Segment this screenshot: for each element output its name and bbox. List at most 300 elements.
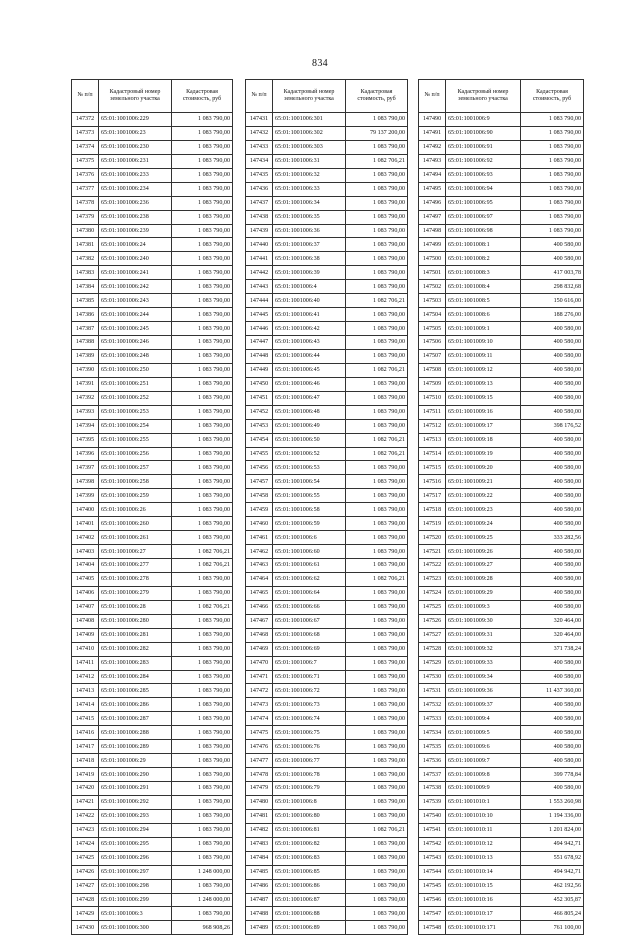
cadastral-cost: 1 083 790,00 xyxy=(172,531,233,545)
table-row xyxy=(72,433,233,447)
row-number: 147420 xyxy=(72,782,99,796)
row-number: 147508 xyxy=(419,363,446,377)
table-row xyxy=(72,545,233,559)
row-number: 147446 xyxy=(246,322,273,336)
cadastral-number: 65:01:1001006:257 xyxy=(99,461,172,475)
cadastral-cost: 1 083 790,00 xyxy=(172,266,233,280)
cadastral-number: 65:01:1001006:260 xyxy=(99,517,172,531)
row-number: 147396 xyxy=(72,447,99,461)
table-row xyxy=(72,907,233,921)
table-row xyxy=(246,336,408,350)
cadastral-cost: 1 083 790,00 xyxy=(521,210,584,224)
cadastral-number: 65:01:1001010:10 xyxy=(446,809,521,823)
cadastral-cost: 1 083 790,00 xyxy=(521,196,584,210)
cadastral-cost: 400 580,00 xyxy=(521,461,584,475)
cadastral-cost: 1 082 706,21 xyxy=(172,600,233,614)
table-row xyxy=(72,461,233,475)
cadastral-number: 65:01:1001009:28 xyxy=(446,572,521,586)
cadastral-number: 65:01:1001006:234 xyxy=(99,182,172,196)
cadastral-number: 65:01:1001006:286 xyxy=(99,698,172,712)
cadastral-cost: 1 083 790,00 xyxy=(172,154,233,168)
row-number: 147390 xyxy=(72,363,99,377)
cadastral-cost: 400 580,00 xyxy=(521,349,584,363)
cadastral-cost: 1 083 790,00 xyxy=(346,182,408,196)
table-row xyxy=(72,349,233,363)
cadastral-cost: 400 580,00 xyxy=(521,475,584,489)
table-header-row xyxy=(72,80,233,113)
cadastral-cost: 1 083 790,00 xyxy=(346,280,408,294)
table-row xyxy=(246,405,408,419)
row-number: 147393 xyxy=(72,405,99,419)
cadastral-cost: 399 778,84 xyxy=(521,768,584,782)
cadastral-number: 65:01:1001006:290 xyxy=(99,768,172,782)
table-row xyxy=(419,879,584,893)
table-row xyxy=(419,517,584,531)
row-number: 147476 xyxy=(246,740,273,754)
cadastral-cost: 371 738,24 xyxy=(521,642,584,656)
table-row xyxy=(419,489,584,503)
row-number: 147440 xyxy=(246,238,273,252)
row-number: 147435 xyxy=(246,168,273,182)
row-number: 147539 xyxy=(419,795,446,809)
cadastral-cost: 1 083 790,00 xyxy=(346,531,408,545)
table-row xyxy=(72,489,233,503)
row-number: 147432 xyxy=(246,126,273,140)
cadastral-cost: 400 580,00 xyxy=(521,377,584,391)
row-number: 147499 xyxy=(419,238,446,252)
table-row xyxy=(72,795,233,809)
table-row xyxy=(419,865,584,879)
cadastral-cost: 1 083 790,00 xyxy=(346,642,408,656)
row-number: 147408 xyxy=(72,614,99,628)
table-row xyxy=(72,586,233,600)
cadastral-cost: 1 083 790,00 xyxy=(172,252,233,266)
cadastral-cost: 400 580,00 xyxy=(521,670,584,684)
cadastral-cost: 1 083 790,00 xyxy=(346,405,408,419)
cadastral-cost: 400 580,00 xyxy=(521,572,584,586)
table-row xyxy=(419,754,584,768)
row-number: 147545 xyxy=(419,879,446,893)
cadastral-number: 65:01:1001006:91 xyxy=(446,140,521,154)
cadastral-number: 65:01:1001006:288 xyxy=(99,726,172,740)
table-row xyxy=(72,628,233,642)
table-row xyxy=(419,656,584,670)
cadastral-number: 65:01:1001006:41 xyxy=(273,308,346,322)
row-number: 147516 xyxy=(419,475,446,489)
table-row xyxy=(72,210,233,224)
cadastral-cost: 1 083 790,00 xyxy=(172,712,233,726)
table-row xyxy=(419,823,584,837)
cadastral-cost: 1 083 790,00 xyxy=(172,586,233,600)
cadastral-number: 65:01:1001009:27 xyxy=(446,559,521,573)
cadastral-number: 65:01:1001006:251 xyxy=(99,377,172,391)
cadastral-number: 65:01:1001009:25 xyxy=(446,531,521,545)
cadastral-cost: 1 083 790,00 xyxy=(172,628,233,642)
cadastral-table-1 xyxy=(71,79,233,935)
table-row xyxy=(72,113,233,127)
cadastral-number: 65:01:1001006:62 xyxy=(273,572,346,586)
cadastral-cost: 1 083 790,00 xyxy=(172,377,233,391)
row-number: 147382 xyxy=(72,252,99,266)
cadastral-number: 65:01:1001006:74 xyxy=(273,712,346,726)
row-number: 147498 xyxy=(419,224,446,238)
cadastral-cost: 11 437 360,00 xyxy=(521,684,584,698)
row-number: 147417 xyxy=(72,740,99,754)
cadastral-cost: 1 083 790,00 xyxy=(172,684,233,698)
row-number: 147441 xyxy=(246,252,273,266)
cadastral-number: 65:01:1001006:302 xyxy=(273,126,346,140)
table-row xyxy=(246,572,408,586)
row-number: 147461 xyxy=(246,531,273,545)
row-number: 147465 xyxy=(246,586,273,600)
cadastral-number: 65:01:1001006:23 xyxy=(99,126,172,140)
row-number: 147491 xyxy=(419,126,446,140)
cadastral-cost: 1 083 790,00 xyxy=(172,126,233,140)
cadastral-cost: 1 553 260,98 xyxy=(521,795,584,809)
cadastral-cost: 333 282,56 xyxy=(521,531,584,545)
cadastral-number: 65:01:1001006:9 xyxy=(446,113,521,127)
cadastral-number: 65:01:1001006:92 xyxy=(446,154,521,168)
table-row xyxy=(72,614,233,628)
row-number: 147414 xyxy=(72,698,99,712)
cadastral-cost: 400 580,00 xyxy=(521,754,584,768)
cadastral-cost: 400 580,00 xyxy=(521,517,584,531)
row-number: 147418 xyxy=(72,754,99,768)
cadastral-number: 65:01:1001006:284 xyxy=(99,670,172,684)
cadastral-number: 65:01:1001009:30 xyxy=(446,614,521,628)
cadastral-cost: 320 464,00 xyxy=(521,628,584,642)
cadastral-number: 65:01:1001009:4 xyxy=(446,712,521,726)
cadastral-number: 65:01:1001008:5 xyxy=(446,294,521,308)
cadastral-number: 65:01:1001010:11 xyxy=(446,823,521,837)
cadastral-number: 65:01:1001009:19 xyxy=(446,447,521,461)
cadastral-number: 65:01:1001009:17 xyxy=(446,419,521,433)
cadastral-number: 65:01:1001006:241 xyxy=(99,266,172,280)
table-row xyxy=(419,503,584,517)
row-number: 147464 xyxy=(246,572,273,586)
cadastral-number: 65:01:1001009:8 xyxy=(446,768,521,782)
cadastral-number: 65:01:1001008:6 xyxy=(446,308,521,322)
row-number: 147533 xyxy=(419,712,446,726)
cadastral-number: 65:01:1001006:98 xyxy=(446,224,521,238)
table-row xyxy=(72,377,233,391)
table-row xyxy=(419,712,584,726)
table-row xyxy=(246,113,408,127)
row-number: 147431 xyxy=(246,113,273,127)
row-number: 147522 xyxy=(419,559,446,573)
cadastral-number: 65:01:1001006:287 xyxy=(99,712,172,726)
row-number: 147375 xyxy=(72,154,99,168)
cadastral-cost: 1 083 790,00 xyxy=(346,907,408,921)
row-number: 147438 xyxy=(246,210,273,224)
cadastral-number: 65:01:1001006:38 xyxy=(273,252,346,266)
table-row xyxy=(72,196,233,210)
cadastral-cost: 400 580,00 xyxy=(521,503,584,517)
cadastral-cost: 1 083 790,00 xyxy=(172,322,233,336)
row-number: 147510 xyxy=(419,391,446,405)
cadastral-cost: 1 083 790,00 xyxy=(172,461,233,475)
table-row xyxy=(72,294,233,308)
cadastral-cost: 400 580,00 xyxy=(521,740,584,754)
cadastral-cost: 400 580,00 xyxy=(521,489,584,503)
cadastral-cost: 1 083 790,00 xyxy=(172,670,233,684)
row-number: 147474 xyxy=(246,712,273,726)
row-number: 147509 xyxy=(419,377,446,391)
table-row xyxy=(72,572,233,586)
cadastral-number: 65:01:1001006:97 xyxy=(446,210,521,224)
table-row xyxy=(72,126,233,140)
table-row xyxy=(419,698,584,712)
row-number: 147454 xyxy=(246,433,273,447)
table-row xyxy=(419,419,584,433)
table-row xyxy=(72,865,233,879)
row-number: 147480 xyxy=(246,795,273,809)
row-number: 147500 xyxy=(419,252,446,266)
row-number: 147466 xyxy=(246,600,273,614)
cadastral-cost: 1 083 790,00 xyxy=(346,377,408,391)
table-row xyxy=(246,600,408,614)
table-row xyxy=(246,280,408,294)
row-number: 147529 xyxy=(419,656,446,670)
cadastral-cost: 320 464,00 xyxy=(521,614,584,628)
table-row xyxy=(72,322,233,336)
table-row xyxy=(419,907,584,921)
table-row xyxy=(72,140,233,154)
cadastral-cost: 400 580,00 xyxy=(521,559,584,573)
row-number: 147443 xyxy=(246,280,273,294)
row-number: 147376 xyxy=(72,168,99,182)
cadastral-number: 65:01:1001006:82 xyxy=(273,837,346,851)
row-number: 147459 xyxy=(246,503,273,517)
cadastral-number: 65:01:1001006:254 xyxy=(99,419,172,433)
row-number: 147399 xyxy=(72,489,99,503)
row-number: 147526 xyxy=(419,614,446,628)
cadastral-cost: 1 083 790,00 xyxy=(346,252,408,266)
header-cadastral-cost: Кадастровая стоимость, руб xyxy=(346,80,408,113)
row-number: 147380 xyxy=(72,224,99,238)
cadastral-number: 65:01:1001009:23 xyxy=(446,503,521,517)
table-row xyxy=(419,670,584,684)
row-number: 147493 xyxy=(419,154,446,168)
cadastral-cost: 1 083 790,00 xyxy=(172,642,233,656)
table-row xyxy=(246,391,408,405)
cadastral-number: 65:01:1001006:83 xyxy=(273,851,346,865)
cadastral-cost: 1 083 790,00 xyxy=(172,447,233,461)
cadastral-cost: 1 083 790,00 xyxy=(346,628,408,642)
cadastral-number: 65:01:1001006:85 xyxy=(273,865,346,879)
cadastral-number: 65:01:1001006:79 xyxy=(273,782,346,796)
table-row xyxy=(246,252,408,266)
cadastral-cost: 466 805,24 xyxy=(521,907,584,921)
table-row xyxy=(72,224,233,238)
table-row xyxy=(419,405,584,419)
cadastral-cost: 400 580,00 xyxy=(521,545,584,559)
table-row xyxy=(419,113,584,127)
cadastral-cost: 1 083 790,00 xyxy=(346,113,408,127)
table-row xyxy=(246,656,408,670)
row-number: 147381 xyxy=(72,238,99,252)
cadastral-number: 65:01:1001006:73 xyxy=(273,698,346,712)
row-number: 147504 xyxy=(419,308,446,322)
table-row xyxy=(419,168,584,182)
table-row xyxy=(419,475,584,489)
row-number: 147486 xyxy=(246,879,273,893)
row-number: 147541 xyxy=(419,823,446,837)
cadastral-cost: 1 083 790,00 xyxy=(346,210,408,224)
cadastral-cost: 1 083 790,00 xyxy=(172,308,233,322)
cadastral-number: 65:01:1001006:280 xyxy=(99,614,172,628)
cadastral-cost: 1 083 790,00 xyxy=(172,782,233,796)
cadastral-cost: 1 082 706,21 xyxy=(346,823,408,837)
cadastral-number: 65:01:1001006:29 xyxy=(99,754,172,768)
table-row xyxy=(419,740,584,754)
table-header-row xyxy=(419,80,584,113)
header-cadastral-cost: Кадастровая стоимость, руб xyxy=(521,80,584,113)
row-number: 147449 xyxy=(246,363,273,377)
table-row xyxy=(72,308,233,322)
row-number: 147428 xyxy=(72,893,99,907)
table-row xyxy=(72,782,233,796)
row-number: 147469 xyxy=(246,642,273,656)
header-number: № п/п xyxy=(419,80,446,113)
table-row xyxy=(419,795,584,809)
row-number: 147450 xyxy=(246,377,273,391)
table-row xyxy=(419,377,584,391)
cadastral-cost: 1 083 790,00 xyxy=(346,586,408,600)
table-body xyxy=(72,113,233,935)
cadastral-cost: 1 083 790,00 xyxy=(346,503,408,517)
table-row xyxy=(246,851,408,865)
cadastral-cost: 1 083 790,00 xyxy=(172,224,233,238)
table-row xyxy=(419,349,584,363)
table-row xyxy=(419,224,584,238)
cadastral-number: 65:01:1001006:93 xyxy=(446,168,521,182)
table-row xyxy=(419,726,584,740)
cadastral-cost: 1 083 790,00 xyxy=(346,837,408,851)
cadastral-cost: 1 083 790,00 xyxy=(521,224,584,238)
cadastral-number: 65:01:1001006:64 xyxy=(273,586,346,600)
table-row xyxy=(246,754,408,768)
row-number: 147372 xyxy=(72,113,99,127)
row-number: 147546 xyxy=(419,893,446,907)
row-number: 147398 xyxy=(72,475,99,489)
cadastral-number: 65:01:1001006:88 xyxy=(273,907,346,921)
row-number: 147409 xyxy=(72,628,99,642)
row-number: 147534 xyxy=(419,726,446,740)
table-row xyxy=(246,349,408,363)
cadastral-number: 65:01:1001009:31 xyxy=(446,628,521,642)
cadastral-number: 65:01:1001006:301 xyxy=(273,113,346,127)
row-number: 147525 xyxy=(419,600,446,614)
table-row xyxy=(72,823,233,837)
row-number: 147388 xyxy=(72,336,99,350)
cadastral-cost: 1 083 790,00 xyxy=(172,196,233,210)
row-number: 147412 xyxy=(72,670,99,684)
cadastral-number: 65:01:1001006:240 xyxy=(99,252,172,266)
table-row xyxy=(419,782,584,796)
table-row xyxy=(72,238,233,252)
cadastral-number: 65:01:1001006:255 xyxy=(99,433,172,447)
table-row xyxy=(72,419,233,433)
cadastral-number: 65:01:1001006:75 xyxy=(273,726,346,740)
table-row xyxy=(419,572,584,586)
cadastral-cost: 400 580,00 xyxy=(521,600,584,614)
cadastral-cost: 1 083 790,00 xyxy=(172,768,233,782)
table-row xyxy=(72,809,233,823)
row-number: 147413 xyxy=(72,684,99,698)
cadastral-cost: 1 083 790,00 xyxy=(346,349,408,363)
cadastral-cost: 1 083 790,00 xyxy=(346,879,408,893)
cadastral-number: 65:01:1001006:36 xyxy=(273,224,346,238)
table-row xyxy=(72,600,233,614)
cadastral-cost: 1 083 790,00 xyxy=(172,210,233,224)
cadastral-number: 65:01:1001006:261 xyxy=(99,531,172,545)
cadastral-number: 65:01:1001010:13 xyxy=(446,851,521,865)
table-row xyxy=(419,768,584,782)
table-row xyxy=(246,586,408,600)
table-row xyxy=(72,447,233,461)
row-number: 147419 xyxy=(72,768,99,782)
row-number: 147519 xyxy=(419,517,446,531)
table-row xyxy=(246,782,408,796)
cadastral-cost: 1 083 790,00 xyxy=(346,726,408,740)
cadastral-number: 65:01:1001006:48 xyxy=(273,405,346,419)
cadastral-number: 65:01:1001009:11 xyxy=(446,349,521,363)
table-row xyxy=(419,433,584,447)
row-number: 147422 xyxy=(72,809,99,823)
table-row xyxy=(419,308,584,322)
cadastral-cost: 400 580,00 xyxy=(521,336,584,350)
cadastral-cost: 1 083 790,00 xyxy=(346,266,408,280)
table-row xyxy=(246,182,408,196)
row-number: 147389 xyxy=(72,349,99,363)
table-row xyxy=(419,140,584,154)
table-row xyxy=(419,182,584,196)
cadastral-cost: 1 083 790,00 xyxy=(172,294,233,308)
cadastral-number: 65:01:1001006:298 xyxy=(99,879,172,893)
table-row xyxy=(246,795,408,809)
table-row xyxy=(246,363,408,377)
table-row xyxy=(72,531,233,545)
cadastral-cost: 1 083 790,00 xyxy=(172,391,233,405)
cadastral-number: 65:01:1001006:32 xyxy=(273,168,346,182)
cadastral-number: 65:01:1001008:1 xyxy=(446,238,521,252)
table-row xyxy=(419,363,584,377)
row-number: 147374 xyxy=(72,140,99,154)
row-number: 147511 xyxy=(419,405,446,419)
row-number: 147423 xyxy=(72,823,99,837)
row-number: 147472 xyxy=(246,684,273,698)
cadastral-cost: 400 580,00 xyxy=(521,698,584,712)
cadastral-cost: 1 083 790,00 xyxy=(346,224,408,238)
cadastral-number: 65:01:1001006:300 xyxy=(99,921,172,935)
cadastral-number: 65:01:1001006:242 xyxy=(99,280,172,294)
cadastral-number: 65:01:1001010:171 xyxy=(446,921,521,935)
header-number: № п/п xyxy=(72,80,99,113)
cadastral-number: 65:01:1001009:3 xyxy=(446,600,521,614)
cadastral-number: 65:01:1001009:20 xyxy=(446,461,521,475)
row-number: 147439 xyxy=(246,224,273,238)
table-row xyxy=(246,684,408,698)
table-row xyxy=(246,266,408,280)
cadastral-number: 65:01:1001009:29 xyxy=(446,586,521,600)
table-row xyxy=(246,433,408,447)
table-row xyxy=(419,684,584,698)
cadastral-cost: 1 083 790,00 xyxy=(346,489,408,503)
table-row xyxy=(419,600,584,614)
cadastral-number: 65:01:1001009:21 xyxy=(446,475,521,489)
cadastral-number: 65:01:1001006:238 xyxy=(99,210,172,224)
